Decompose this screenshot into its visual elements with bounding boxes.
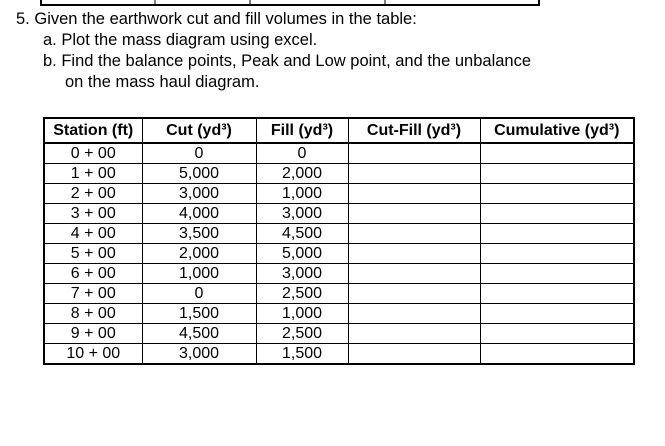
cell-station: 9 + 00	[44, 324, 142, 344]
header-fill: Fill (yd³)	[256, 118, 348, 143]
cell-cut-fill[interactable]	[348, 264, 480, 284]
problem-number: 5.	[16, 10, 30, 28]
cell-fill: 1,000	[256, 184, 348, 204]
cell-cumulative[interactable]	[480, 324, 634, 344]
table-row	[44, 344, 634, 365]
cell-cut: 2,000	[142, 244, 256, 264]
table-row	[44, 164, 634, 184]
cell-cumulative[interactable]	[480, 184, 634, 204]
part-b: b. Find the balance points, Peak and Low point, and the unbalance	[43, 52, 532, 70]
cell-cut: 3,000	[142, 184, 256, 204]
cell-cumulative[interactable]	[480, 204, 634, 224]
cell-station: 8 + 00	[44, 304, 142, 324]
cell-cut-fill[interactable]	[348, 164, 480, 184]
cell-fill: 5,000	[256, 244, 348, 264]
cell-cut-fill[interactable]	[348, 143, 480, 164]
cell-fill: 2,000	[256, 164, 348, 184]
cell-fill: 3,000	[256, 264, 348, 284]
cell-fill: 1,000	[256, 304, 348, 324]
cell-fill: 1,500	[256, 344, 348, 365]
cell-cut-fill[interactable]	[348, 344, 480, 365]
cell-cumulative[interactable]	[480, 284, 634, 304]
part-b-continued: on the mass haul diagram.	[65, 73, 260, 91]
table-row	[44, 304, 634, 324]
cell-cut: 4,000	[142, 204, 256, 224]
cell-cut: 1,000	[142, 264, 256, 284]
cell-cumulative[interactable]	[480, 244, 634, 264]
cell-fill: 0	[256, 143, 348, 164]
table-header-row	[44, 118, 634, 143]
problem-statement-line	[10, 9, 655, 30]
cell-cut-fill[interactable]	[348, 284, 480, 304]
table-row	[44, 244, 634, 264]
cell-cut-fill[interactable]	[348, 244, 480, 264]
header-cut: Cut (yd³)	[142, 118, 256, 143]
cell-cumulative[interactable]	[480, 264, 634, 284]
previous-table-bottom-edge	[40, 0, 540, 6]
problem-text	[10, 9, 655, 93]
table-row	[44, 284, 634, 304]
cell-fill: 2,500	[256, 324, 348, 344]
part-a: a. Plot the mass diagram using excel.	[43, 31, 318, 49]
cell-cumulative[interactable]	[480, 304, 634, 324]
cell-station: 5 + 00	[44, 244, 142, 264]
table-row	[44, 204, 634, 224]
header-cut-fill: Cut-Fill (yd³)	[348, 118, 480, 143]
cell-cut-fill[interactable]	[348, 304, 480, 324]
header-cumulative: Cumulative (yd³)	[480, 118, 634, 143]
cell-cut: 1,500	[142, 304, 256, 324]
cell-fill: 2,500	[256, 284, 348, 304]
cell-fill: 3,000	[256, 204, 348, 224]
cell-fill: 4,500	[256, 224, 348, 244]
cell-station: 1 + 00	[44, 164, 142, 184]
table-row	[44, 324, 634, 344]
cell-cut: 4,500	[142, 324, 256, 344]
cell-station: 0 + 00	[44, 143, 142, 164]
cell-cut-fill[interactable]	[348, 204, 480, 224]
cell-station: 4 + 00	[44, 224, 142, 244]
cell-cumulative[interactable]	[480, 143, 634, 164]
table-row	[44, 264, 634, 284]
header-station: Station (ft)	[44, 118, 142, 143]
cell-cut: 0	[142, 143, 256, 164]
cell-cumulative[interactable]	[480, 224, 634, 244]
cell-cut: 3,500	[142, 224, 256, 244]
cell-cut: 5,000	[142, 164, 256, 184]
cell-station: 10 + 00	[44, 344, 142, 365]
earthwork-table	[43, 117, 635, 365]
cell-cut: 3,000	[142, 344, 256, 365]
cell-station: 6 + 00	[44, 264, 142, 284]
cell-cumulative[interactable]	[480, 164, 634, 184]
cell-station: 2 + 00	[44, 184, 142, 204]
cell-cumulative[interactable]	[480, 344, 634, 365]
cell-cut-fill[interactable]	[348, 224, 480, 244]
cell-cut-fill[interactable]	[348, 184, 480, 204]
table-row	[44, 143, 634, 164]
cell-station: 7 + 00	[44, 284, 142, 304]
table-row	[44, 224, 634, 244]
problem-statement: Given the earthwork cut and fill volumes in the table:	[34, 10, 417, 28]
cell-cut-fill[interactable]	[348, 324, 480, 344]
table-row	[44, 184, 634, 204]
cell-cut: 0	[142, 284, 256, 304]
cell-station: 3 + 00	[44, 204, 142, 224]
